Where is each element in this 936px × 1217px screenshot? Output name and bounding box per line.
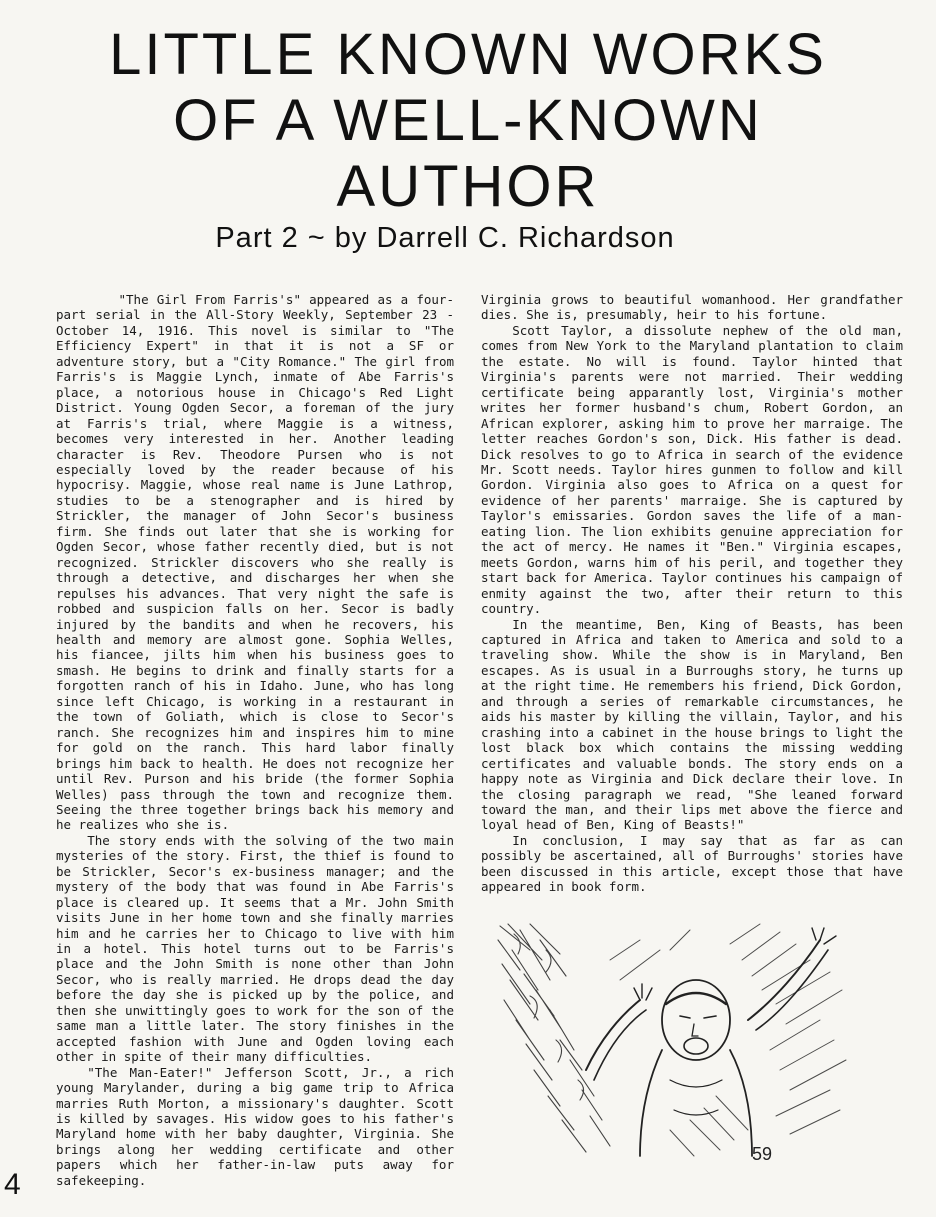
paragraph: Scott Taylor, a dissolute nephew of the old man, comes from New York to the Maryland plantation to claim the estate. No will is found. Taylor hinted that Virginia's parents were not married. Their wedding certificate being apparantly lost, Virginia's mother writes her former husband's chum, Robert Gordon, an African explorer, asking him to prove her marraige. The letter reaches Gordon's son, Dick. His father is dead. Dick resolves to go to Africa in search of the evidence Mr. Scott needs. Taylor hires gunmen to follow and kill Gordon. Virginia also goes to Africa on a quest for evidence of her parents' marraige. She is captured by Taylor's emissaries. Gordon saves the life of a man-eating lion. The lion exhibits genuine appreciation for the act of mercy. He names it "Ben." Virginia escapes, meets Gordon, warns him of his peril, and together they start back for America. Taylor continues his campaign of enmity against the two, after their return to this country. [481,322,903,617]
title-line: LITTLE KNOWN WORKS [109,22,827,87]
title-line: OF A WELL-KNOWN [173,88,763,153]
article-title [0,22,936,220]
paragraph: "The Girl From Farris's" appeared as a four-part serial in the All-Story Weekly, September 23 - October 14, 1916. This novel is similar to "The Efficiency Expert" in that it is not a SF or adventure story, but a "City Romance." The girl from Farris's is Maggie Lynch, inmate of Abe Farris's place, a notorious house in Chicago's Red Light District. Young Ogden Secor, a foreman of the jury at Farris's trial, where Maggie is a witness, becomes very interested in her. Another leading character is Rev. Theodore Pursen who is not especially loved by the reader because of his hypocrisy. Maggie, whose real name is June Lathrop, studies to be a stenographer and is hired by Strickler, the manager of John Secor's business firm. She finds out later that she is working for Ogden Secor, whose father recently died, but is not recognized. Strickler discovers who she really is through a detective, and discharges her when she repulses his advances. That very night the safe is robbed and suspicion falls on her. Secor is badly injured by the bandits and when he recovers, his health and memory are almost gone. Sophia Welles, his fiancee, jilts him when his business goes to smash. He begins to drink and finally starts for a forgotten ranch of his in Idaho. June, who has long since left Chicago, is working in a restaurant in the town of Goliath, which is close to Secor's ranch. She recognizes him and inspires him to mine for gold on the ranch. This hard labor finally brings him back to health. He does not recognize her until Rev. Purson and his bride (the former Sophia Welles) pass through the town and recognize them. Seeing the three together brings back his memory and he realizes who she is. [56,292,454,833]
paragraph: The story ends with the solving of the two main mysteries of the story. First, the thief is found to be Strickler, Secor's ex-business manager; and the mystery of the body that was found in Abe Farris's place is cleared up. It seems that a Mr. John Smith visits June in her home town and she finally marries him and he carries her to Chicago to live with him in a hotel. This hotel turns out to be Farris's place and the John Smith is none other than John Secor, who is really married. He drops dead the day before the day she is picked up by the police, and then she unwittingly goes to work for the son of the same man a little later. The story finishes in the accepted fashion with June and Ogden loving each other in spite of their many difficulties. [56,832,454,1065]
paragraph: Virginia grows to beautiful womanhood. Her grandfather dies. She is, presumably, heir to his fortune. [481,292,903,323]
article-column-right [481,292,903,895]
paragraph: "The Man-Eater!" Jefferson Scott, Jr., a rich young Marylander, during a big game trip to Africa marries Ruth Morton, a missionary's daughter. Scott is killed by savages. His widow goes to his father's Maryland home with her baby daughter, Virginia. She brings along her wedding certificate and other papers which her father-in-law puts away for safekeeping. [56,1064,454,1188]
title-line: AUTHOR [336,154,600,219]
paragraph: In conclusion, I may say that as far as can possibly be ascertained, all of Burroughs' stories have been discussed in this article, except those that have appeared in book form. [481,832,903,895]
artist-signature: 59 [752,1144,773,1164]
lion-man-illustration [490,920,882,1165]
page-number: 4 [4,1168,21,1201]
paragraph: In the meantime, Ben, King of Beasts, has been captured in Africa and taken to America and sold to a traveling show. While the show is in Maryland, Ben escapes. As is usual in a Burroughs story, he turns up at the right time. He remembers his friend, Dick Gordon, and through a series of remarkable circumstances, he aids his master by killing the villain, Taylor, and his crashing into a cabinet in the house brings to light the lost black box which contains the missing wedding certificates and valuable bonds. The story ends on a happy note as Virginia and Dick declare their love. In the closing paragraph we read, "She leaned forward toward the man, and their lips met above the fierce and loyal head of Ben, King of Beasts!" [481,616,903,833]
article-byline: Part 2 ~ by Darrell C. Richardson [215,222,675,254]
article-column-left [56,292,454,1188]
